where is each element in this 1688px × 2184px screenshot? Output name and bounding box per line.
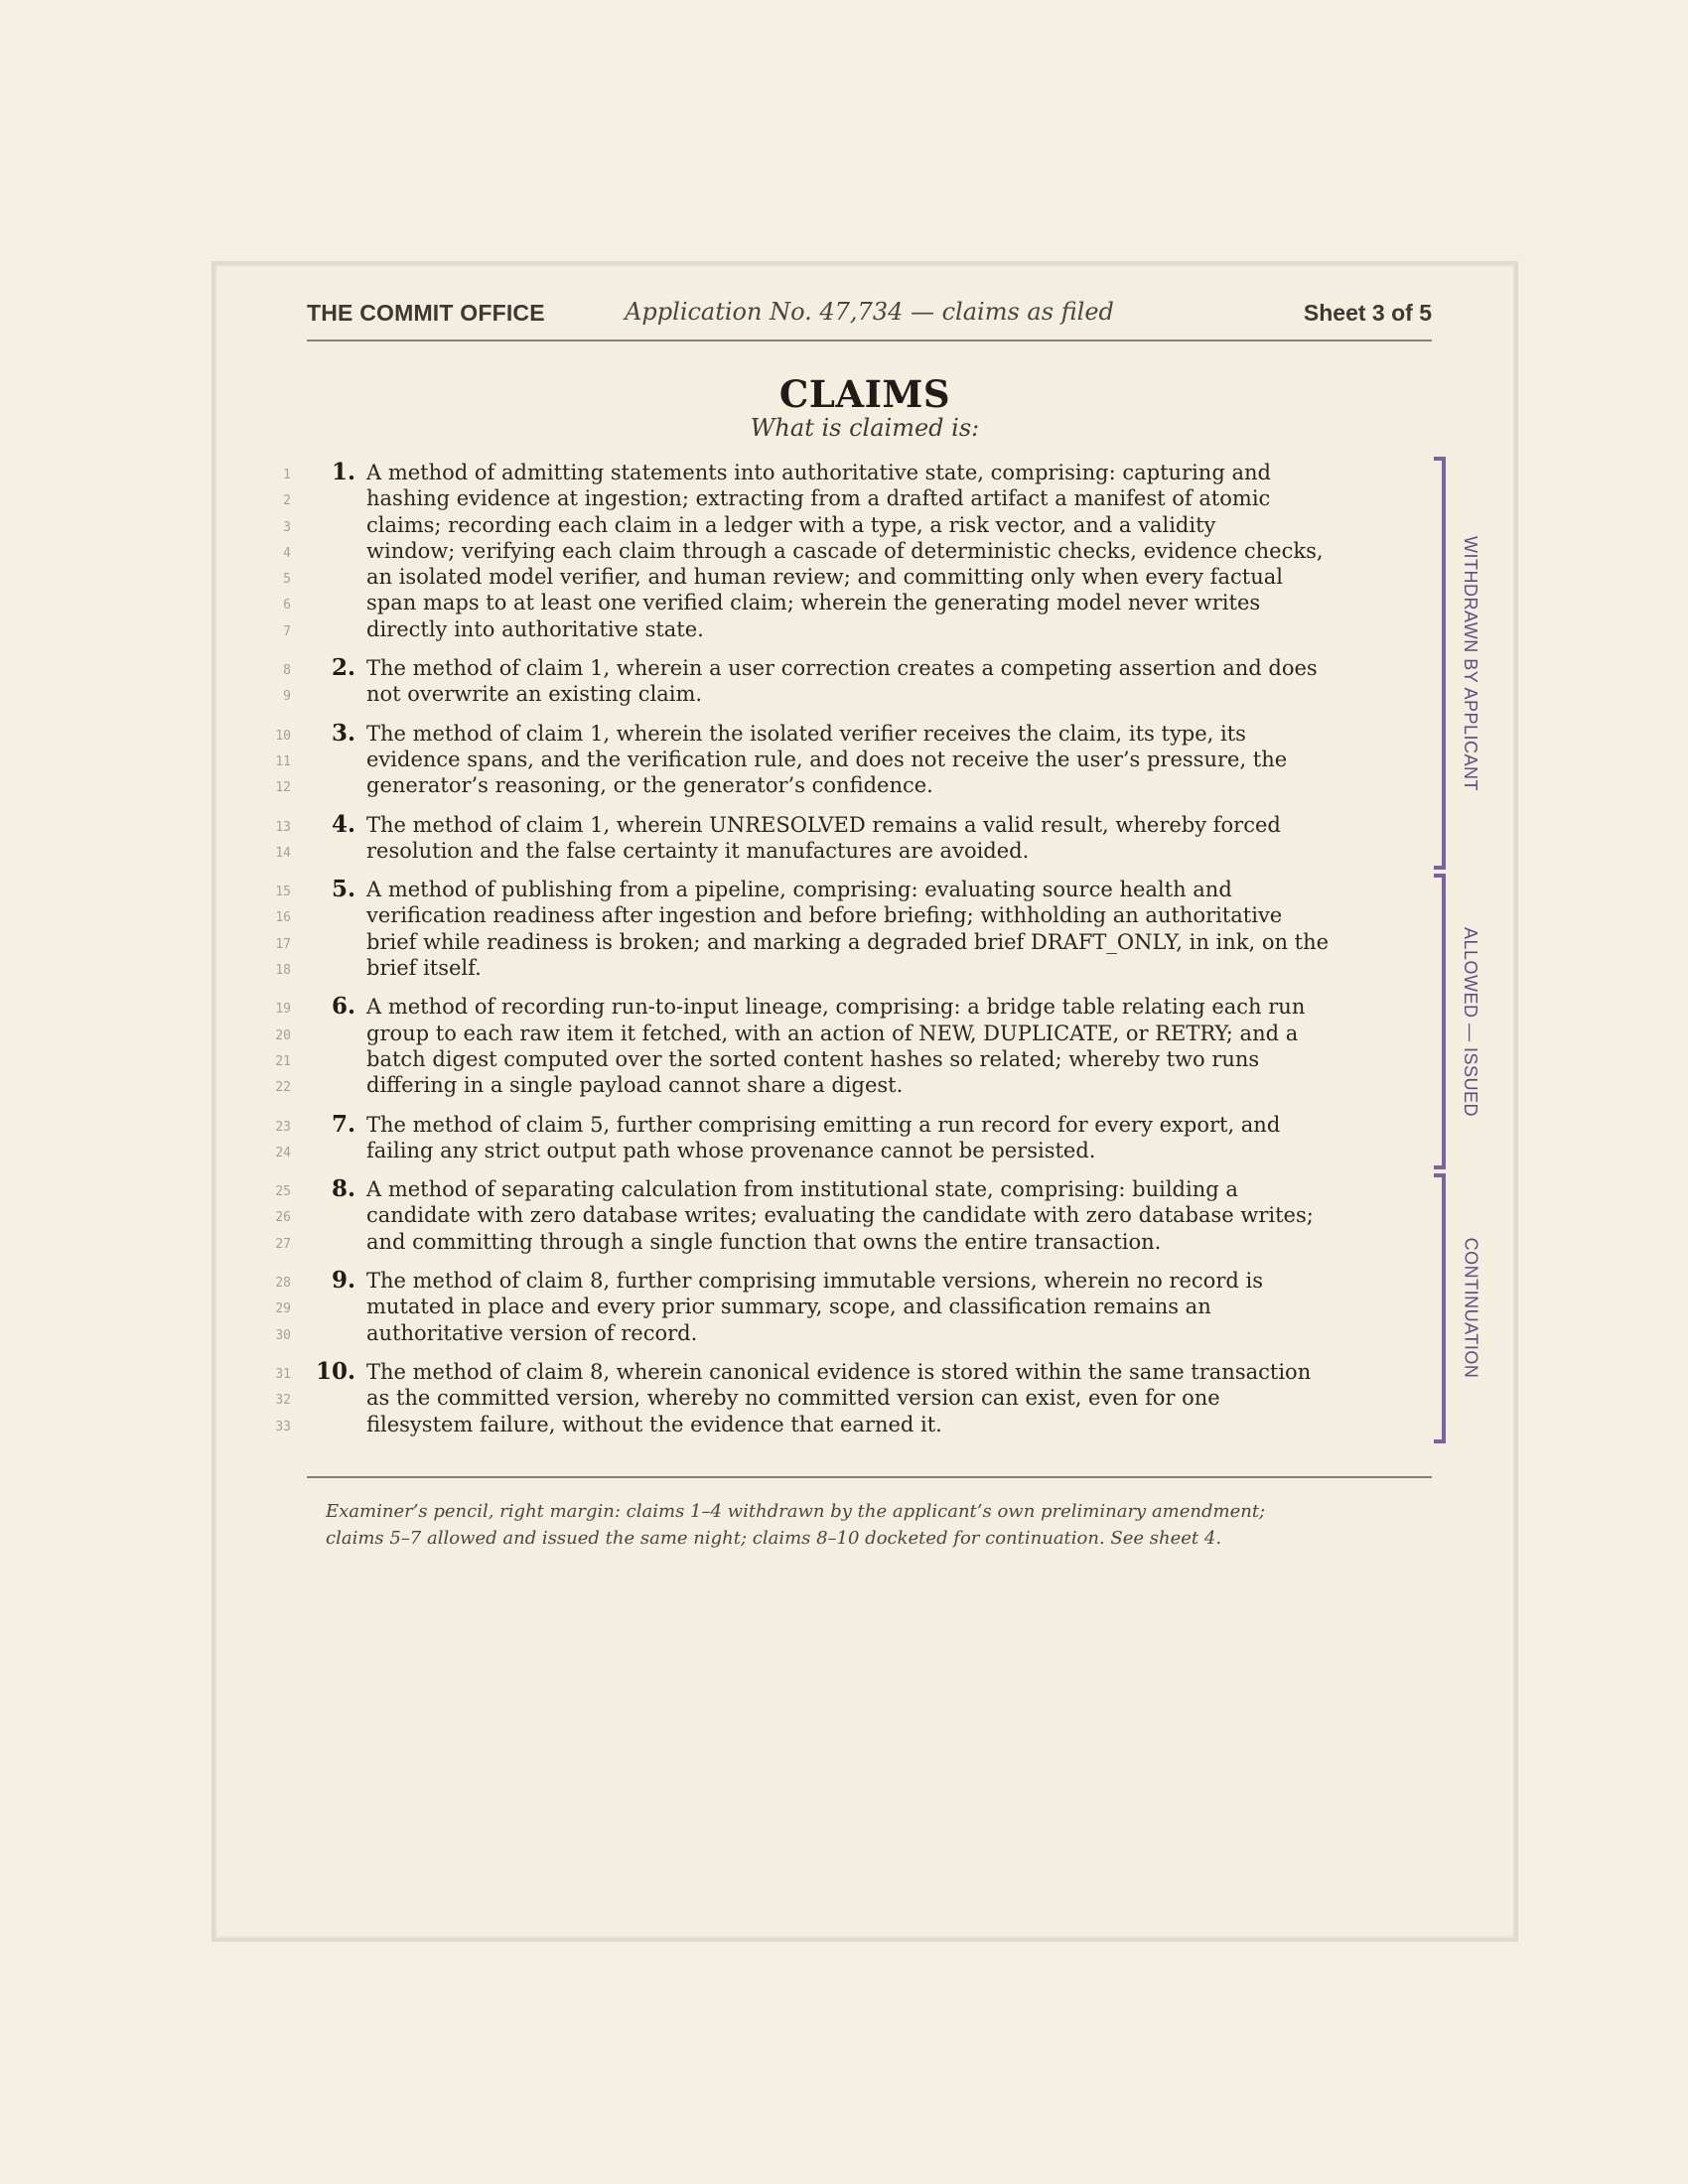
line-number: 25	[275, 1184, 291, 1200]
claim-text: span maps to at least one verified claim; wherein the generating model never writes	[366, 591, 1261, 615]
claim-line	[215, 1412, 1522, 1437]
claim-text: A method of publishing from a pipeline, comprising: evaluating source health and	[366, 878, 1232, 902]
claim-text: verification readiness after ingestion and before briefing; withholding an authoritative	[366, 903, 1283, 928]
claim-text: window; verifying each claim through a cascade of deterministic checks, evidence checks,	[366, 538, 1324, 563]
claim-text: A method of separating calculation from institutional state, comprising: building a	[366, 1177, 1238, 1202]
claim-line	[215, 655, 1522, 681]
claim-line	[215, 1176, 1522, 1202]
line-number: 9	[283, 689, 291, 705]
claim-item	[215, 1176, 1522, 1255]
claim-line	[215, 877, 1522, 902]
claim-number: 7.	[331, 1110, 355, 1138]
claim-line	[215, 812, 1522, 838]
claim-text: The method of claim 5, further comprising emitting a run record for every export, and	[366, 1112, 1281, 1137]
bracket-label-text: ALLOWED — ISSUED	[1461, 926, 1481, 1117]
page-subtitle: What is claimed is:	[750, 414, 980, 442]
claim-line	[215, 1359, 1522, 1385]
margin-bracket	[1434, 874, 1446, 1169]
claim-text: and committing through a single function that owns the entire transaction.	[366, 1229, 1162, 1254]
margin-bracket	[1434, 457, 1446, 870]
line-number: 22	[275, 1080, 291, 1096]
claim-line	[215, 1138, 1522, 1163]
claim-number: 8.	[331, 1175, 355, 1203]
claim-number: 2.	[331, 654, 355, 682]
line-number: 33	[275, 1419, 291, 1434]
claim-number: 4.	[331, 810, 355, 838]
line-number: 2	[283, 493, 291, 509]
claim-line	[215, 1320, 1522, 1346]
claim-number: 10.	[315, 1357, 355, 1385]
claim-line	[215, 485, 1522, 511]
line-number: 19	[275, 1002, 291, 1018]
claim-text: The method of claim 1, wherein UNRESOLVED remains a valid result, whereby forced	[366, 812, 1281, 837]
claim-text: mutated in place and every prior summary, scope, and classification remains an	[366, 1295, 1211, 1319]
line-number: 24	[275, 1145, 291, 1160]
claim-line	[215, 772, 1522, 798]
line-number: 21	[275, 1053, 291, 1069]
claim-item	[215, 812, 1522, 865]
claim-line	[215, 1294, 1522, 1319]
claim-text: The method of claim 1, wherein a user correction creates a competing assertion and does	[366, 656, 1318, 681]
claim-number: 3.	[331, 719, 355, 747]
claim-number: 6.	[331, 993, 355, 1021]
claim-text: hashing evidence at ingestion; extracting from a drafted artifact a manifest of atomic	[366, 486, 1271, 511]
claim-line	[215, 564, 1522, 590]
examiner-note-line-2: claims 5–7 allowed and issued the same night; claims 8–10 docketed for continuation. See sheet 4.	[326, 1528, 1222, 1549]
claim-text: The method of claim 8, further comprising immutable versions, wherein no record is	[366, 1269, 1263, 1294]
claim-item	[215, 721, 1522, 799]
claim-item	[215, 994, 1522, 1098]
line-number: 6	[283, 598, 291, 614]
bracket-label	[1456, 1173, 1485, 1443]
line-number: 12	[275, 780, 291, 796]
claim-number: 5.	[331, 876, 355, 903]
line-number: 3	[283, 519, 291, 535]
line-number: 5	[283, 572, 291, 588]
claim-text: batch digest computed over the sorted content hashes so related; whereby two runs	[366, 1046, 1260, 1071]
claim-text: failing any strict output path whose provenance cannot be persisted.	[366, 1138, 1096, 1162]
claim-line	[215, 929, 1522, 955]
claim-text: directly into authoritative state.	[366, 616, 704, 641]
bracket-label-text: WITHDRAWN BY APPLICANT	[1461, 535, 1481, 791]
claim-item	[215, 460, 1522, 642]
claims-list	[215, 460, 1522, 1450]
line-number: 30	[275, 1327, 291, 1343]
footer-rule	[307, 1476, 1432, 1478]
claim-text: candidate with zero database writes; evaluating the candidate with zero database writes;	[366, 1203, 1314, 1228]
claim-item	[215, 877, 1522, 981]
claim-text: as the committed version, whereby no committed version can exist, even for one	[366, 1386, 1220, 1411]
bracket-label-text: CONTINUATION	[1461, 1238, 1481, 1379]
claim-text: generator’s reasoning, or the generator’s confidence.	[366, 773, 933, 798]
line-number: 18	[275, 963, 291, 979]
claim-text: resolution and the false certainty it manufactures are avoided.	[366, 838, 1030, 863]
line-number: 26	[275, 1210, 291, 1226]
line-number: 11	[275, 753, 291, 769]
claim-line	[215, 538, 1522, 564]
line-number: 17	[275, 936, 291, 952]
claim-text: A method of recording run-to-input lineage, comprising: a bridge table relating each run	[366, 995, 1306, 1020]
line-number: 10	[275, 728, 291, 744]
claim-line	[215, 955, 1522, 981]
claim-text: an isolated model verifier, and human review; and committing only when every factual	[366, 565, 1283, 590]
page-title: CLAIMS	[778, 372, 951, 416]
claim-text: filesystem failure, without the evidence that earned it.	[366, 1412, 942, 1436]
claim-text: authoritative version of record.	[366, 1320, 698, 1345]
line-number: 16	[275, 910, 291, 926]
line-number: 29	[275, 1301, 291, 1317]
line-number: 23	[275, 1119, 291, 1135]
examiner-note-line-1: Examiner’s pencil, right margin: claims 1–4 withdrawn by the applicant’s own preliminary amendment;	[326, 1501, 1266, 1522]
claim-line	[215, 994, 1522, 1020]
line-number: 8	[283, 663, 291, 679]
line-number: 1	[283, 468, 291, 482]
office-name: THE COMMIT OFFICE	[307, 300, 545, 326]
claim-text: brief while readiness is broken; and marking a degraded brief DRAFT_ONLY, in ink, on the	[366, 929, 1330, 954]
claim-text: claims; recording each claim in a ledger with a type, a risk vector, and a validity	[366, 512, 1216, 537]
bracket-label	[1456, 457, 1485, 870]
sheet-header	[307, 300, 1432, 341]
claim-line	[215, 1268, 1522, 1294]
claim-text: The method of claim 1, wherein the isolated verifier receives the claim, its type, its	[366, 721, 1246, 746]
claim-line	[215, 681, 1522, 707]
claim-text: group to each raw item it fetched, with an action of NEW, DUPLICATE, or RETRY; and a	[366, 1021, 1299, 1045]
claim-line	[215, 460, 1522, 485]
application-number: Application No. 47,734 — claims as filed	[625, 298, 1114, 326]
claim-text: A method of admitting statements into authoritative state, comprising: capturing and	[366, 461, 1271, 484]
claim-line	[215, 747, 1522, 772]
claim-item	[215, 1112, 1522, 1164]
claim-line	[215, 512, 1522, 538]
examiner-note	[326, 1498, 1418, 1552]
bracket-label	[1456, 874, 1485, 1169]
claim-text: differing in a single payload cannot share a digest.	[366, 1073, 904, 1098]
claim-line	[215, 838, 1522, 864]
claim-number: 9.	[331, 1267, 355, 1295]
claim-line	[215, 1046, 1522, 1072]
claim-text: not overwrite an existing claim.	[366, 682, 703, 707]
claim-line	[215, 1229, 1522, 1255]
sheet-number: Sheet 3 of 5	[1303, 300, 1432, 326]
line-number: 15	[275, 885, 291, 900]
claim-line	[215, 616, 1522, 642]
margin-bracket	[1434, 1173, 1446, 1443]
claim-number: 1.	[331, 459, 355, 485]
claim-line	[215, 721, 1522, 747]
claim-line	[215, 1202, 1522, 1228]
line-number: 27	[275, 1236, 291, 1252]
claim-line	[215, 902, 1522, 928]
claim-line	[215, 590, 1522, 615]
claim-line	[215, 1072, 1522, 1098]
line-number: 14	[275, 845, 291, 861]
line-number: 13	[275, 819, 291, 835]
claim-text: brief itself.	[366, 956, 482, 981]
claim-item	[215, 1268, 1522, 1346]
claim-line	[215, 1021, 1522, 1046]
claim-item	[215, 655, 1522, 708]
line-number: 31	[275, 1366, 291, 1382]
claims-sheet	[211, 261, 1518, 1942]
claim-item	[215, 1359, 1522, 1437]
line-number: 20	[275, 1027, 291, 1043]
claim-line	[215, 1385, 1522, 1411]
line-number: 7	[283, 623, 291, 639]
claim-text: The method of claim 8, wherein canonical evidence is stored within the same transaction	[366, 1359, 1312, 1384]
line-number: 28	[275, 1276, 291, 1292]
line-number: 4	[283, 545, 291, 561]
claim-text: evidence spans, and the verification rule, and does not receive the user’s pressure, the	[366, 747, 1288, 771]
claim-line	[215, 1112, 1522, 1138]
line-number: 32	[275, 1393, 291, 1409]
